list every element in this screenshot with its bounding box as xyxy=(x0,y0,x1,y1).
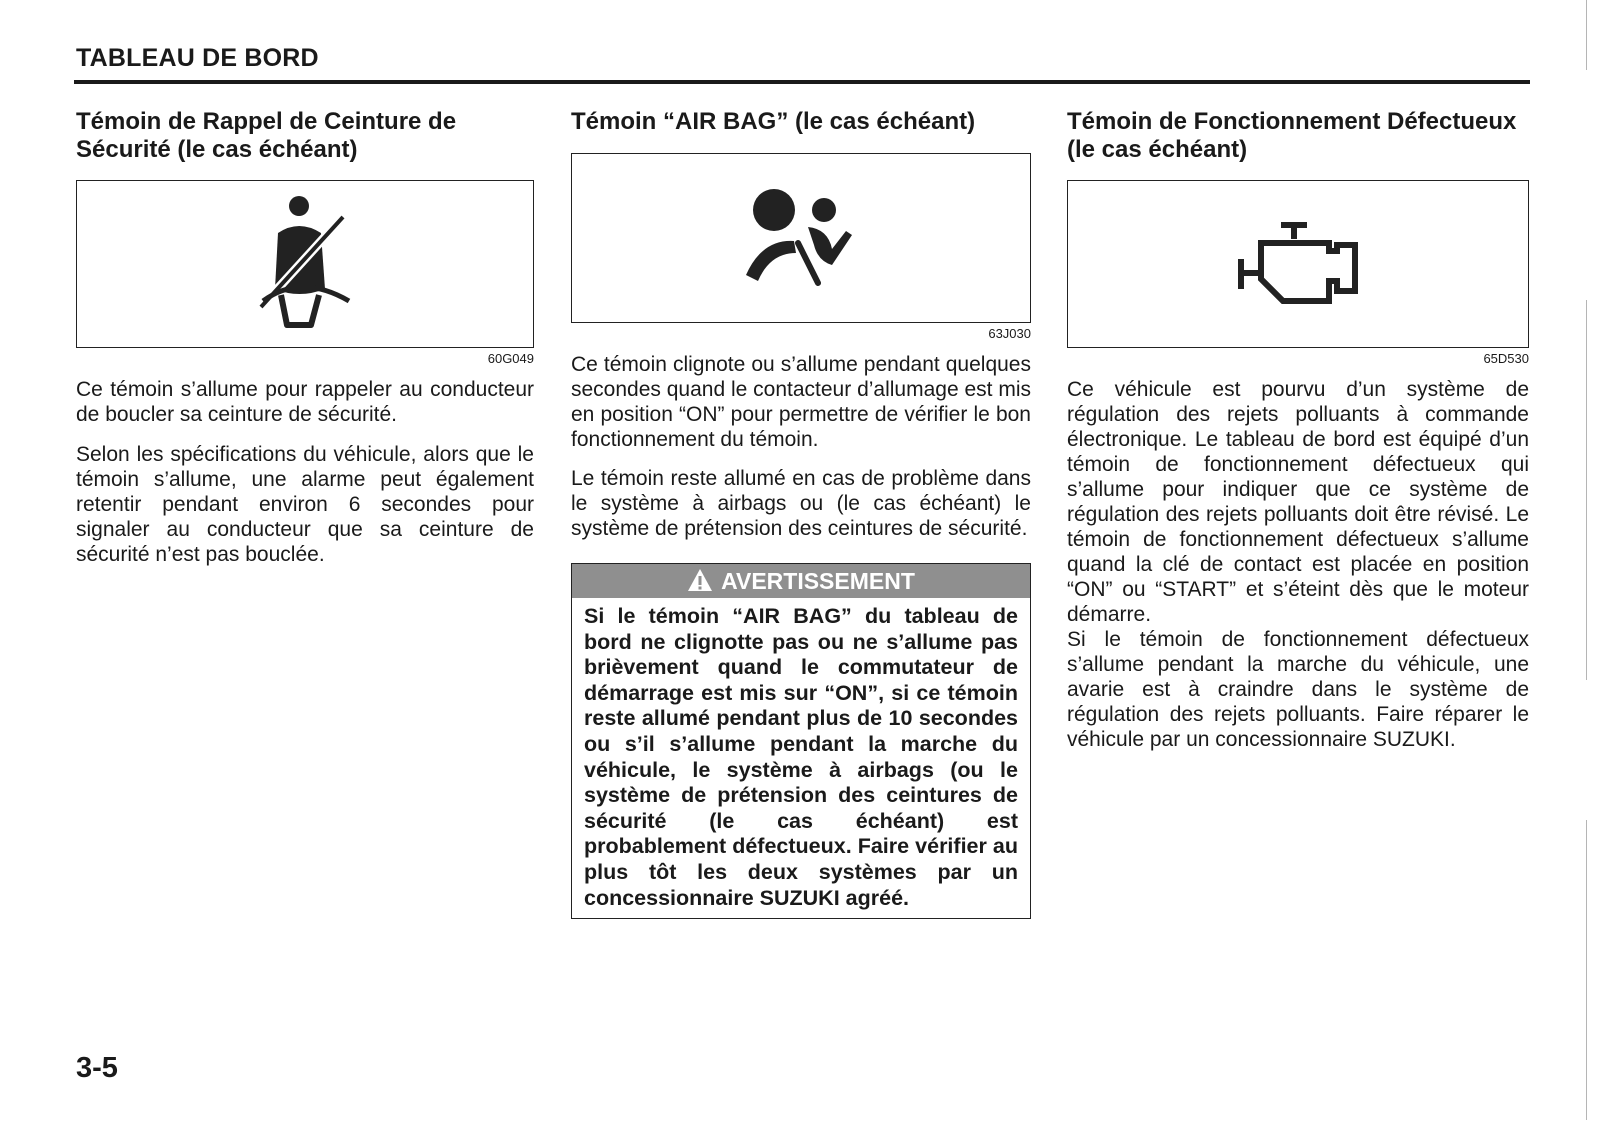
airbag-figure xyxy=(571,153,1031,323)
column-malfunction xyxy=(1067,108,1529,752)
engine-check-icon xyxy=(1233,219,1363,309)
malfunction-figure xyxy=(1067,180,1529,348)
seatbelt-paragraph-1: Ce témoin s’allume pour rappeler au conducteur de boucler sa ceinture de sécurité. xyxy=(76,378,534,426)
warning-triangle-icon xyxy=(687,567,713,601)
malfunction-paragraph-2: Si le témoin de fonctionnement défectueux s’allume pendant la marche du véhicule, une avarie est à craindre dans le système de régulation des rejets polluants. Faire réparer le véhicule par un concessionnaire SUZUKI. xyxy=(1067,628,1529,751)
warning-text: Si le témoin “AIR BAG” du tableau de bord ne clignotte pas ou ne s’allume pas brièvement quand le commutateur de démarrage est mis sur “ON”, si ce témoin reste allumé pendant plus de 10 secondes ou s’il s’allume pendant la marche du véhicule, le système à airbags (ou le système de prétension des ceintures de sécurité (le cas échéant) est probablement défectueux. Faire vérifier au plus tôt les deux systèmes par un concessionnaire SUZUKI agréé. xyxy=(584,604,1018,910)
seatbelt-figure-code: 60G049 xyxy=(487,351,534,366)
column-airbag xyxy=(571,108,1031,919)
column-seatbelt xyxy=(76,108,534,567)
scan-margin-mark xyxy=(1586,0,1587,70)
airbag-figure-code: 63J030 xyxy=(988,326,1031,341)
airbag-paragraph-2: Le témoin reste allumé en cas de problème dans le système à airbags ou (le cas échéant) le système de prétension des ceintures de sécurité. xyxy=(571,467,1031,540)
seatbelt-heading: Témoin de Rappel de Ceinture de Sécurité (le cas échéant) xyxy=(76,108,457,163)
airbag-paragraph-1: Ce témoin clignote ou s’allume pendant quelques secondes quand le contacteur d’allumage est mis en position “ON” pour permettre de vérifier le bon fonctionnement du témoin. xyxy=(571,353,1031,451)
airbag-heading: Témoin “AIR BAG” (le cas échéant) xyxy=(571,108,976,135)
seatbelt-figure xyxy=(76,180,534,348)
scan-margin-mark-3 xyxy=(1586,820,1587,1120)
page-number: 3-5 xyxy=(76,1052,118,1084)
section-title: TABLEAU DE BORD xyxy=(76,44,319,72)
malfunction-heading: Témoin de Fonctionnement Défectueux (le cas échéant) xyxy=(1067,108,1517,163)
airbag-warning-box xyxy=(571,563,1031,919)
malfunction-paragraph-1: Ce véhicule est pourvu d’un système de régulation des rejets polluants à commande électronique. Le tableau de bord est équipé d’un témoin de fonctionnement défectueux qui s’allume pour indiquer que ce système de régulation des rejets polluants doit être révisé. Le témoin de fonctionnement défectueux s’allume quand la clé de contact est placée en position “ON” ou “START” et s’éteint dès que le moteur démarre. xyxy=(1067,378,1529,626)
seatbelt-icon xyxy=(245,189,365,339)
malfunction-figure-code: 65D530 xyxy=(1483,351,1529,366)
header-rule xyxy=(74,80,1530,84)
airbag-icon xyxy=(736,183,866,293)
seatbelt-paragraph-2: Selon les spécifications du véhicule, alors que le témoin s’allume, une alarme peut également retentir pendant environ 6 secondes pour signaler au conducteur que sa ceinture de sécurité n’est pas bouclée. xyxy=(76,443,534,566)
scan-margin-mark-2 xyxy=(1586,300,1587,680)
warning-title: AVERTISSEMENT xyxy=(721,568,915,594)
warning-header xyxy=(572,564,1030,598)
